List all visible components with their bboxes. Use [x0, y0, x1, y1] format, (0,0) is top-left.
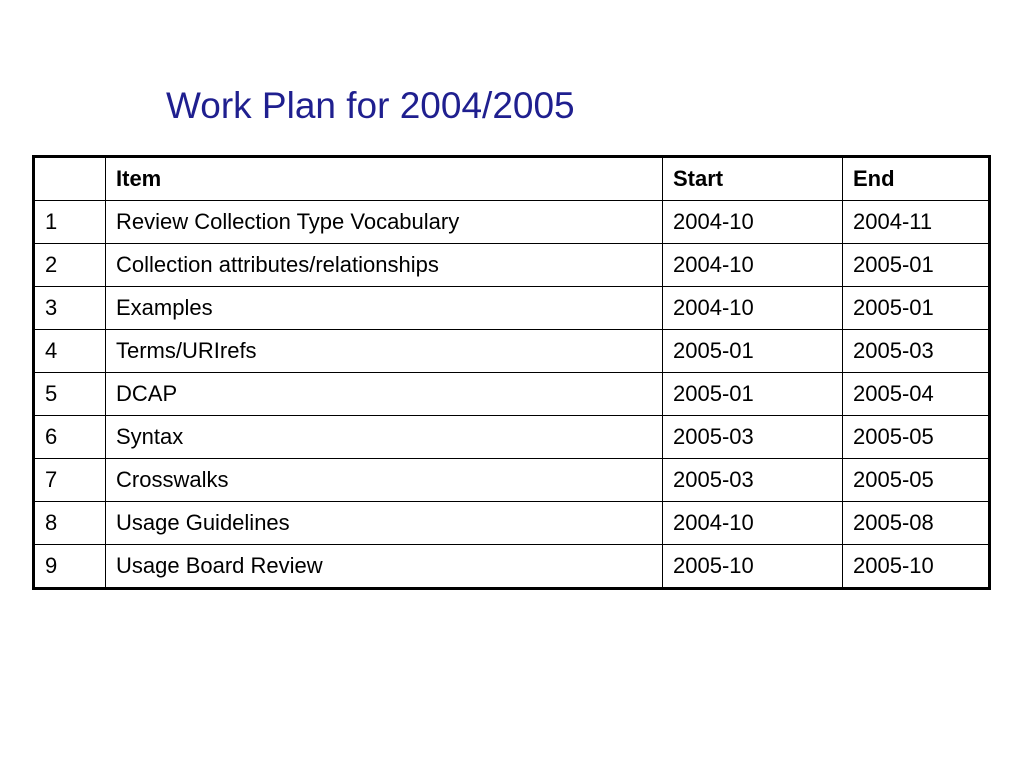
- cell-num: 8: [34, 502, 106, 545]
- cell-end: 2005-01: [843, 244, 990, 287]
- cell-start: 2004-10: [663, 201, 843, 244]
- cell-end: 2005-08: [843, 502, 990, 545]
- cell-num: 3: [34, 287, 106, 330]
- cell-start: 2005-03: [663, 416, 843, 459]
- work-plan-table: [32, 155, 991, 590]
- header-item: Item: [106, 157, 663, 201]
- cell-item: Usage Board Review: [106, 545, 663, 589]
- cell-item: Examples: [106, 287, 663, 330]
- cell-num: 5: [34, 373, 106, 416]
- table-row: [34, 287, 990, 330]
- cell-end: 2005-05: [843, 459, 990, 502]
- cell-end: 2005-04: [843, 373, 990, 416]
- page-title: Work Plan for 2004/2005: [166, 85, 575, 126]
- cell-num: 2: [34, 244, 106, 287]
- cell-num: 9: [34, 545, 106, 589]
- cell-end: 2005-05: [843, 416, 990, 459]
- table-row: [34, 244, 990, 287]
- cell-num: 6: [34, 416, 106, 459]
- table-row: [34, 545, 990, 589]
- cell-start: 2005-01: [663, 330, 843, 373]
- table-header-row: [34, 157, 990, 201]
- cell-end: 2004-11: [843, 201, 990, 244]
- header-end: End: [843, 157, 990, 201]
- cell-start: 2005-03: [663, 459, 843, 502]
- cell-num: 4: [34, 330, 106, 373]
- cell-item: Terms/URIrefs: [106, 330, 663, 373]
- cell-end: 2005-10: [843, 545, 990, 589]
- table-row: [34, 416, 990, 459]
- cell-item: Usage Guidelines: [106, 502, 663, 545]
- cell-item: Collection attributes/relationships: [106, 244, 663, 287]
- table-row: [34, 330, 990, 373]
- cell-num: 7: [34, 459, 106, 502]
- cell-num: 1: [34, 201, 106, 244]
- header-num: [34, 157, 106, 201]
- cell-item: Review Collection Type Vocabulary: [106, 201, 663, 244]
- header-start: Start: [663, 157, 843, 201]
- cell-item: Syntax: [106, 416, 663, 459]
- table-row: [34, 373, 990, 416]
- cell-start: 2004-10: [663, 287, 843, 330]
- table-row: [34, 459, 990, 502]
- cell-start: 2004-10: [663, 244, 843, 287]
- cell-item: Crosswalks: [106, 459, 663, 502]
- cell-start: 2005-01: [663, 373, 843, 416]
- table-row: [34, 502, 990, 545]
- cell-start: 2005-10: [663, 545, 843, 589]
- cell-end: 2005-01: [843, 287, 990, 330]
- cell-end: 2005-03: [843, 330, 990, 373]
- cell-item: DCAP: [106, 373, 663, 416]
- table-row: [34, 201, 990, 244]
- cell-start: 2004-10: [663, 502, 843, 545]
